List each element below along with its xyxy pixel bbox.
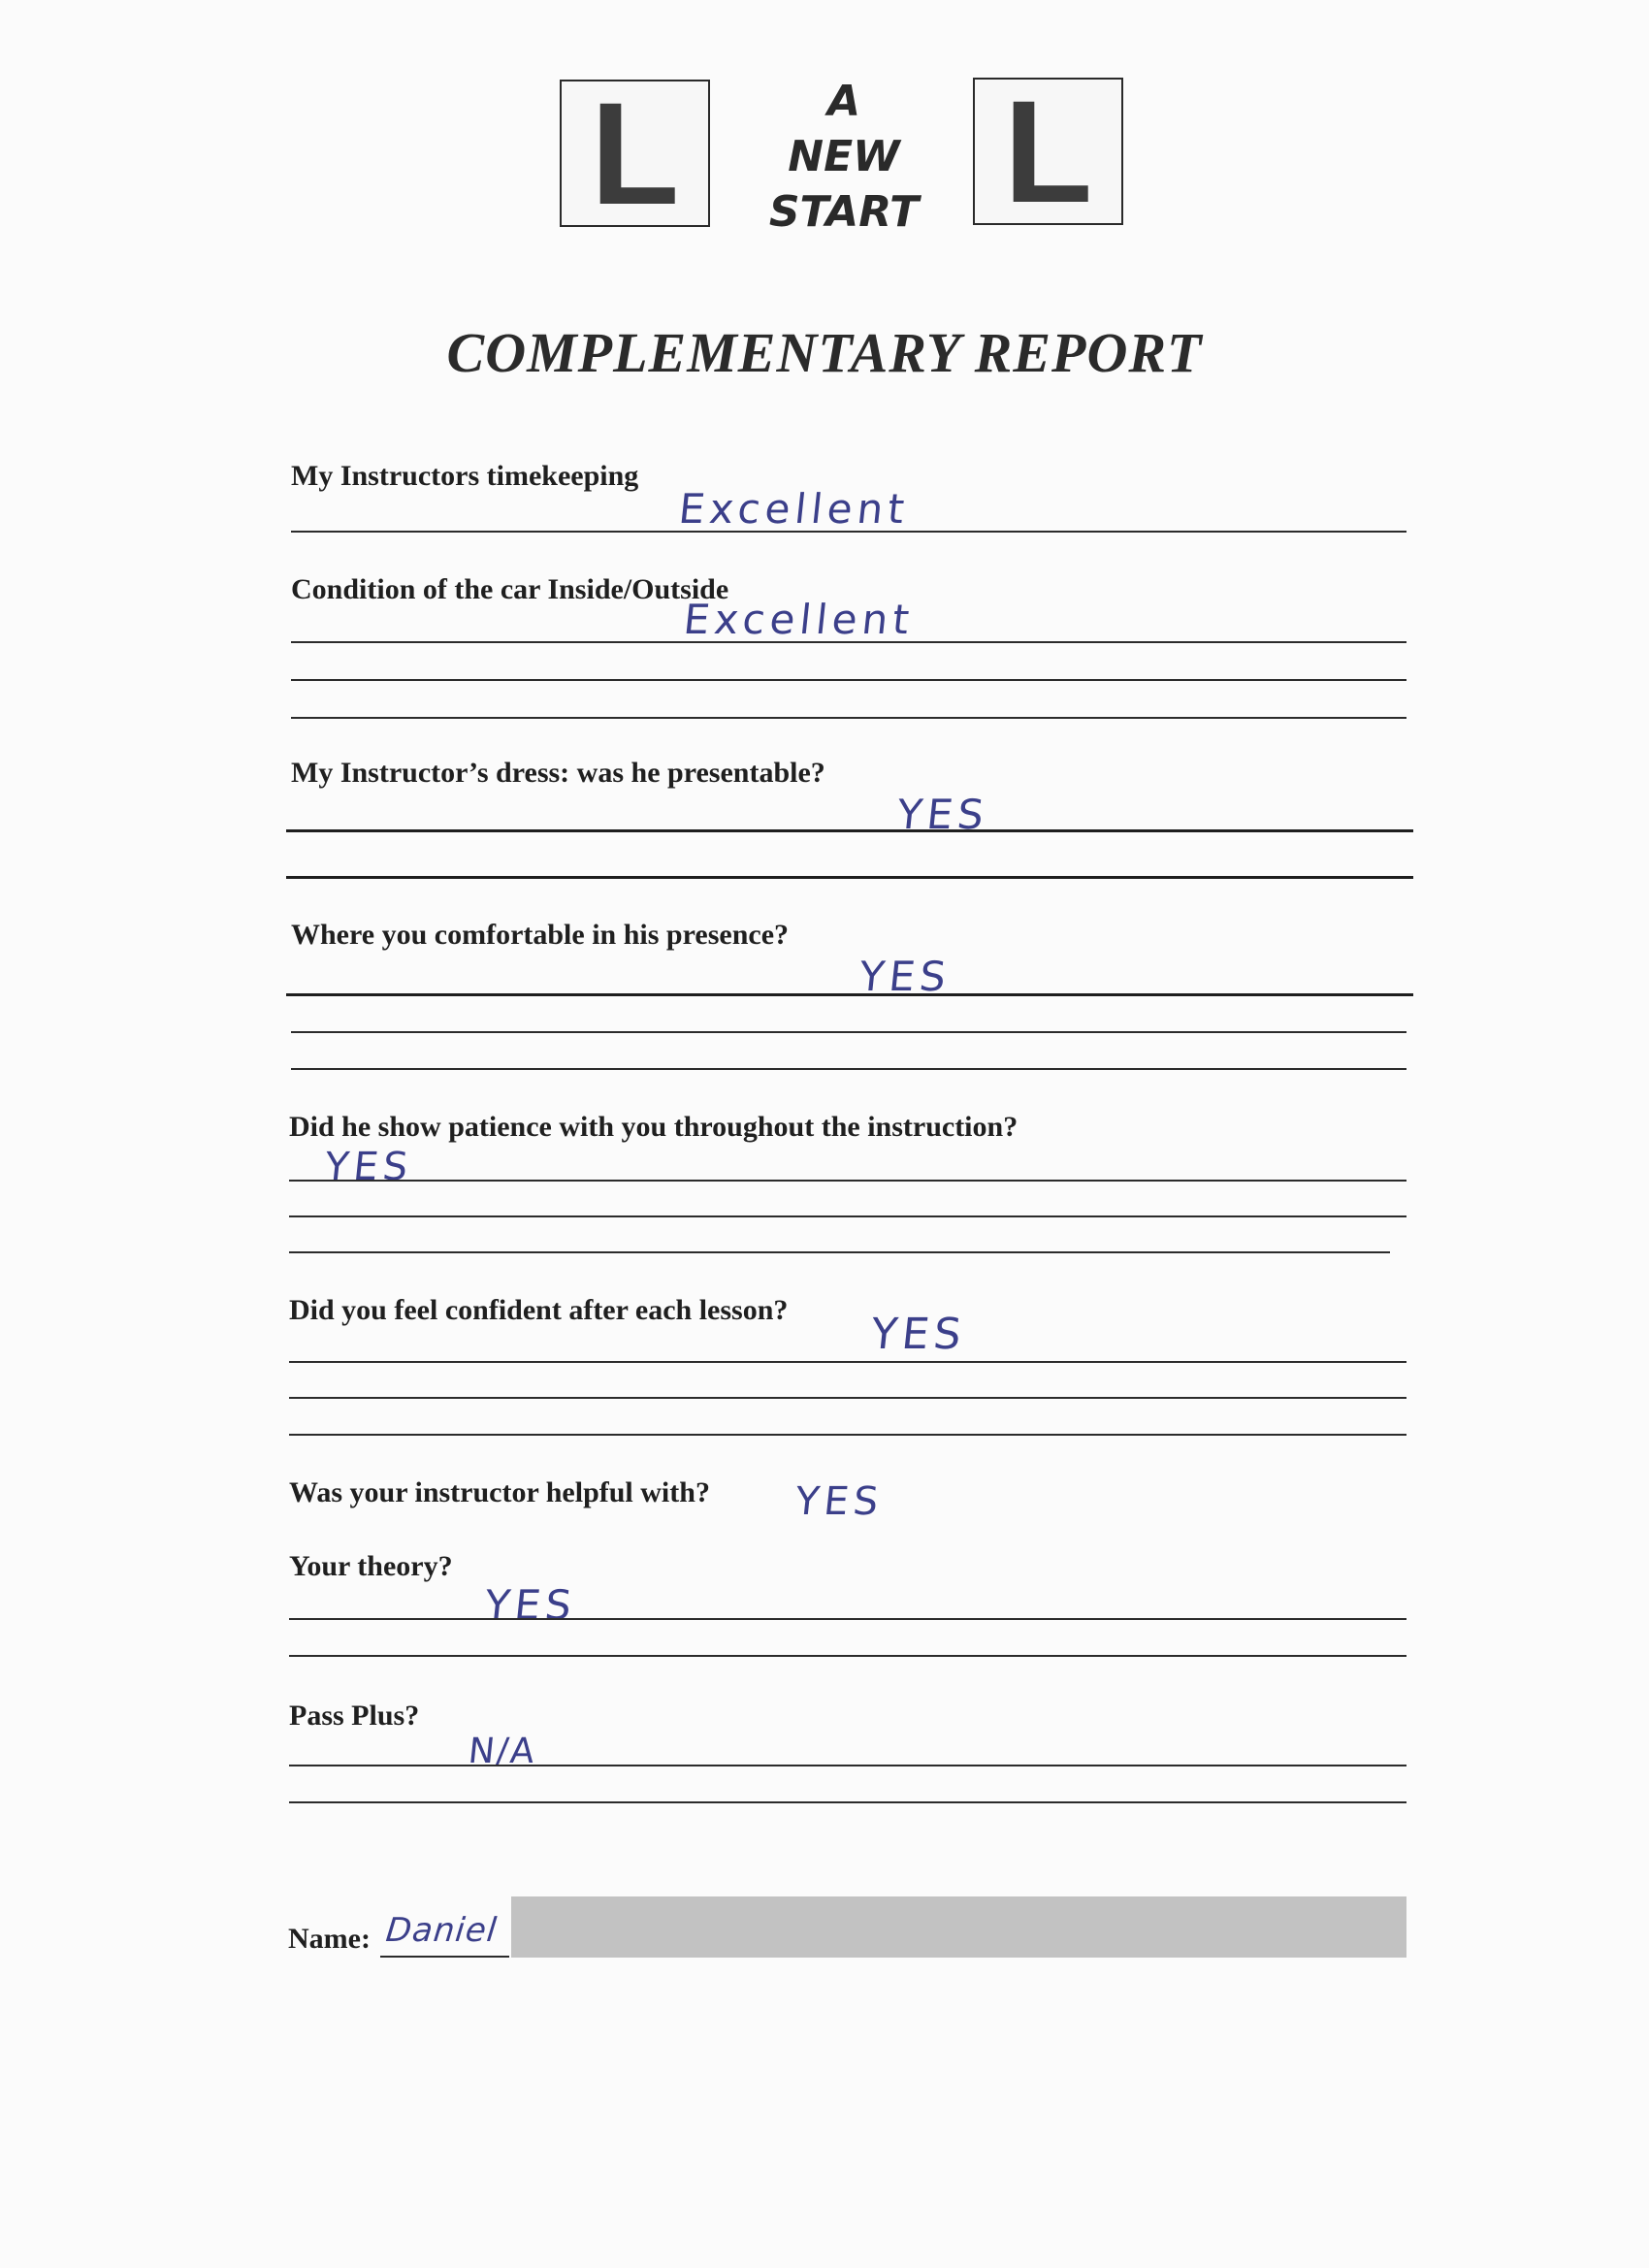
l-plate-right [973, 70, 1123, 233]
answer-line [289, 1655, 1406, 1657]
brand-line-1: A [826, 77, 861, 126]
answer-line [289, 1801, 1406, 1803]
l-plate-left [560, 72, 710, 235]
answer-line [291, 717, 1406, 719]
question-timekeeping: My Instructors timekeeping [291, 460, 639, 492]
answer-comfortable: YES [857, 953, 954, 1000]
answer-line [286, 876, 1413, 879]
answer-line [289, 1180, 1406, 1182]
brand-line-3: START [768, 187, 920, 237]
answer-line [291, 531, 1406, 533]
name-label: Name: [288, 1923, 371, 1955]
name-value: Daniel [383, 1911, 500, 1950]
redacted-surname [511, 1896, 1406, 1958]
question-helpful: Was your instructor helpful with? [289, 1476, 710, 1508]
answer-car-condition: Excellent [681, 596, 917, 643]
answer-line [291, 679, 1406, 681]
l-plate-right-letter: L [1003, 70, 1093, 233]
answer-line [291, 641, 1406, 643]
name-line [380, 1956, 509, 1958]
answer-line [289, 1397, 1406, 1399]
answer-instructor-dress: YES [894, 791, 991, 838]
brand-logo-text [747, 74, 941, 240]
answer-line [286, 829, 1413, 832]
answer-pass-plus: N/A [466, 1732, 538, 1771]
answer-line [289, 1215, 1406, 1217]
question-pass-plus: Pass Plus? [289, 1700, 420, 1732]
answer-timekeeping: Excellent [676, 485, 912, 533]
answer-line [289, 1765, 1406, 1766]
answer-line [289, 1361, 1406, 1363]
answer-confident: YES [868, 1310, 969, 1359]
question-patience: Did he show patience with you throughout the instruction? [289, 1111, 1018, 1143]
answer-patience: YES [322, 1145, 415, 1189]
question-instructor-dress: My Instructor’s dress: was he presentable? [291, 757, 825, 789]
question-comfortable: Where you comfortable in his presence? [291, 919, 790, 951]
answer-theory: YES [482, 1581, 579, 1629]
answer-line [289, 1618, 1406, 1620]
answer-line [289, 1434, 1406, 1436]
answer-line [289, 1251, 1390, 1253]
report-title: COMPLEMENTARY REPORT [446, 321, 1203, 384]
question-car-condition: Condition of the car Inside/Outside [291, 573, 729, 605]
answer-line [286, 993, 1413, 996]
l-plate-left-letter: L [590, 72, 680, 235]
question-confident: Did you feel confident after each lesson? [289, 1294, 789, 1326]
question-theory: Your theory? [289, 1550, 453, 1582]
answer-line [291, 1031, 1406, 1033]
brand-line-2: NEW [788, 132, 900, 181]
answer-helpful: YES [792, 1479, 886, 1524]
answer-line [291, 1068, 1406, 1070]
